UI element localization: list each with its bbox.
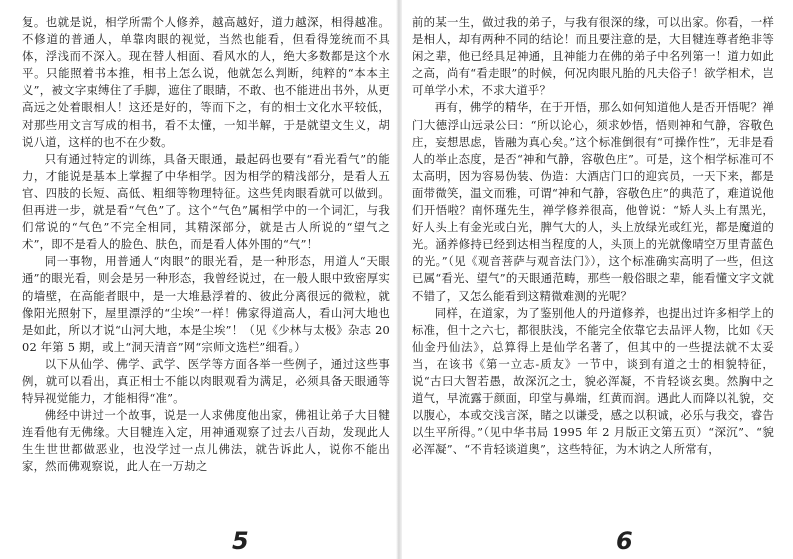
- right-page: [412, 14, 774, 549]
- right-paragraph-1: 前的某一生，做过我的弟子，与我有很深的缘，可以出家。你看，一样是相人，却有两种不同的结论！而且要注意的是，大目犍连尊者绝非等闲之辈，他已经具足神通，且神能力在佛的弟子中名列第一！道力如此之高，尚有“看走眼”的时候，何况肉眼凡胎的凡夫俗子！欲学相术，岂可单学小术，不求大道乎？: [412, 15, 774, 98]
- left-paragraph-1: 复。也就是说，相学所需个人修养，越高越好，道力越深，相得越准。不修道的普通人，单靠肉眼的视觉，当然也能看，但看得笼统而不具体，浮浅而不深入。现在替人相面、看风水的人，绝大多数都是这个水平。只能照着书本推，相书上怎么说，他就怎么判断，纯粹的“本本主义”，被文字束缚住了手脚，遮住了眼睛，不敢、也不能进出书外，从更高远之处着眼相人！这还是好的，等而下之，有的相士文化水平较低，对那些用文言写成的相书，看不太懂，一知半解，于是就望文生义，胡说八道，这样的也不在少数。: [22, 15, 390, 149]
- left-paragraph-2: 只有通过特定的训练，具备天眼通，最起码也要有“看光看气”的能力，才能说是基本上掌握了中华相学。因为相学的精浅部分，是看人五官、四肢的长短、高低、粗细等物理特征。这些凭肉眼看就可以做到。但再进一步，就是看“气色”了。这个“气色”属相学中的一个词汇，与我们常说的“气色”不完全相同，其精深部分，就是古人所说的“望气之术”，即不是看人的脸色、肤色，而是看人体外围的“气”！: [22, 151, 390, 252]
- left-page: [22, 14, 390, 549]
- page-number-right: 6: [616, 527, 633, 555]
- right-paragraph-3: 同样，在道家，为了鉴别他人的丹道修养，也提出过许多相学上的标准，但十之六七，都很肤浅，不能完全依靠它去品评人物，比如《天仙金丹仙法》，总算得上是仙学名著了，但其中的一些提法就不太妥当，在该书《第一立志-质友》一节中，谈到有道之士的相貌特征，说“古曰大智若愚，故深沉之士，貌必浑凝，不肯轻谈玄奥。然胸中之道气，早流露于颜面，印堂与鼻端，红黄而润。遇此人而降以礼貌，交以腹心，本或交浅言深，睹之以谦受，感之以积诚，必乐与我交，睿告以生平所得。”（见中华书局 1995 年 2 月版正文第五页）“深沉”、“貌必浑凝”、“不肯轻谈道奥”，这些特征，为木讷之人所常有，: [412, 305, 774, 457]
- page-number-left: 5: [232, 527, 249, 555]
- left-paragraph-5: 佛经中讲过一个故事，说是一人求佛度他出家，佛祖让弟子大目犍连看他有无佛缘。大目犍连入定，用神通观察了过去八百劫，发现此人生生世世都做恶业，也没学过一点儿佛法，就告诉此人，说你不能出家，然而佛观察说，此人在一万劫之: [22, 408, 390, 474]
- left-paragraph-3: 同一事物，用普通人“肉眼”的眼光看，是一种形态，用道人“天眼通”的眼光看，则会是另一种形态，我曾经说过，在一般人眼中致密厚实的墙壁，在高能者眼中，是一大堆悬浮着的、彼此分离很远的微粒，就像阳光照射下，屋里漂浮的“尘埃”一样！佛家得道高人，看山河大地也是如此，所以才说“山河大地，本是尘埃”！（见《少林与太极》杂志 2002 年第 5 期，或上“洞天清音”网“宗师文选栏”细看。）: [22, 254, 390, 354]
- book-gutter: [396, 0, 402, 559]
- left-paragraph-4: 以下从仙学、佛学、武学、医学等方面各举一些例子，通过这些事例，就可以看出，真正相士不能以肉眼观看为满足，必须具备天眼通等特异视觉能力，才能相得“准”。: [22, 356, 390, 406]
- right-paragraph-2: 再有，佛学的精华，在于开悟，那么如何知道他人是否开悟呢？禅门大德浮山远录公曰：“所以论心，须求妙悟，悟则神和气静，容敬色庄，妄想思虑，皆融为真心矣。”这个标准倒很有“可操作性”，无非是看人的举止态度，是否“神和气静，容敬色庄”。可是，这个相学标准可不太高明，因为容易伪装、伪造：大酒店门口的迎宾员，一天下来，都是面带微笑，温文而雅，可谓“神和气静，容敬色庄”的典范了，难道说他们开悟啦？南怀瑾先生，禅学修养很高，他曾说：“矫人头上有黑光，好人头上有金光或白光，脾气大的人，头上放绿光或红光，都是魔道的光。涵养修持已经到达相当程度的人，头顶上的光就像晴空万里青蓝色的光。”（见《观音菩萨与观音法门》），这个标准确实高明了一些，但这已属“看光、望气”的天眼通范畴，那些一般俗眼之辈，能看懂文字文就不错了，又怎么能看到这精微难测的光呢？: [412, 100, 774, 303]
